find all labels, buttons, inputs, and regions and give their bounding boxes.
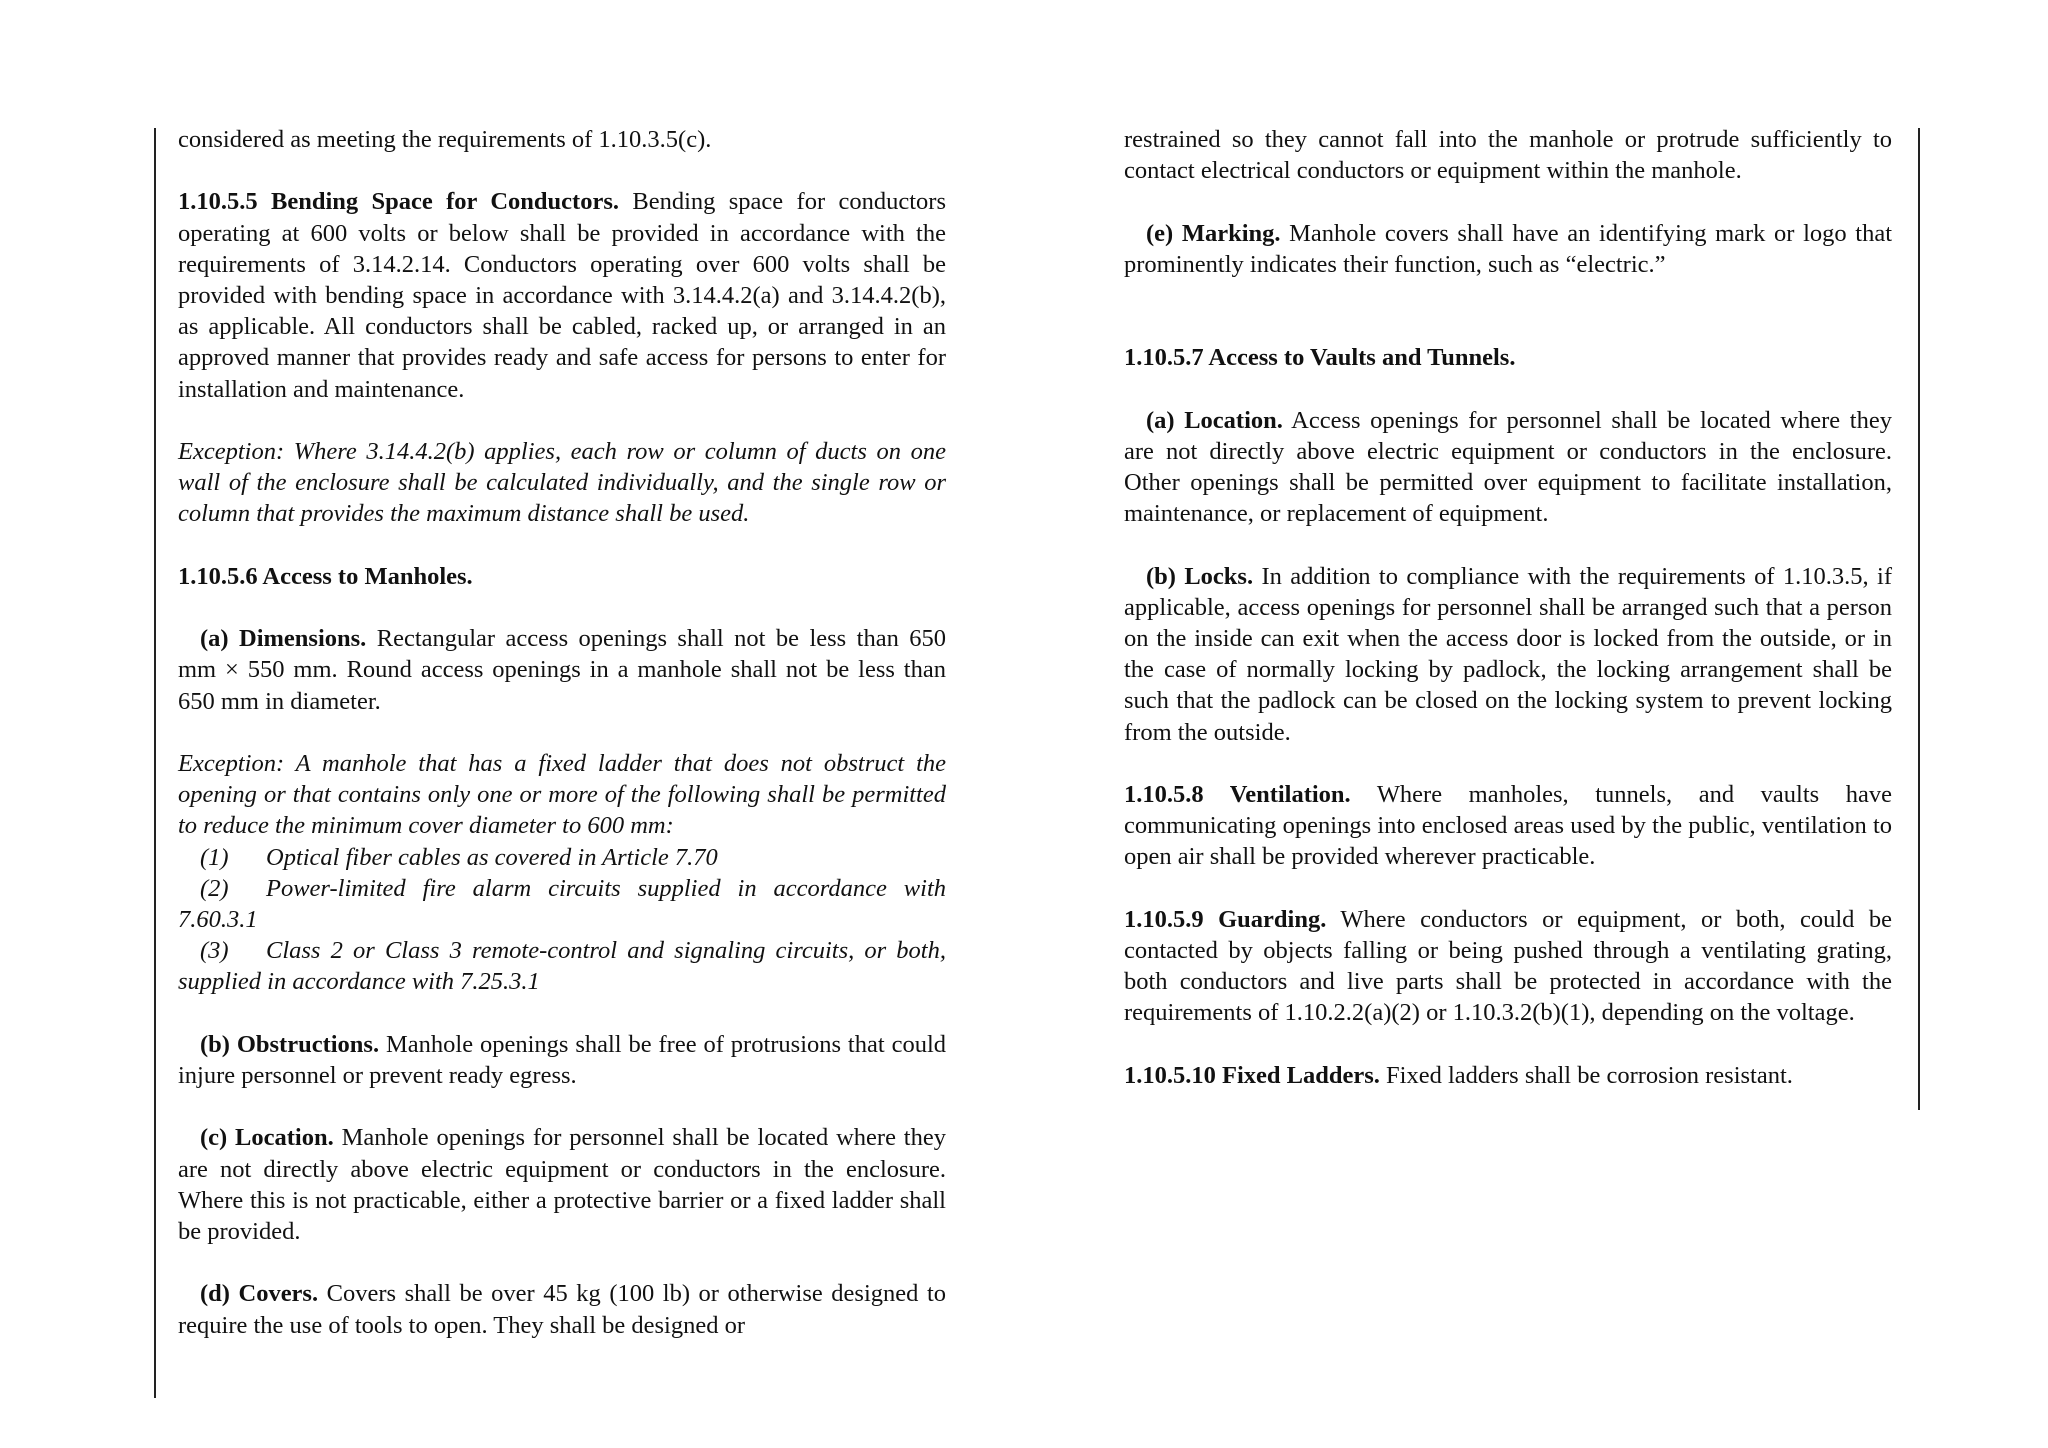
list-number: (1) (200, 843, 229, 871)
section-heading: 1.10.5.6 Access to Manholes. (178, 562, 473, 590)
list-item (178, 873, 946, 935)
list-text: Optical fiber cables as covered in Article 7.70 (266, 843, 718, 871)
subsection-body: Manhole openings for personnel shall be located where they are not directly above electric equipment or conductors in the enclosure. Where this is not practicable, either a protective barrier or a fixed ladder shall be provided. (178, 1124, 946, 1245)
subsection-body: Manhole openings shall be free of protrusions that could injure personnel or prevent ready egress. (178, 1030, 946, 1089)
section-body: Where conductors or equipment, or both, could be contacted by objects falling or being pushed through a ventilating grating, both conductors and live parts shall be protected in accordance with the requirements of 1.10.2.2(a)(2) or 1.10.3.2(b)(1), depending on the voltage. (1124, 905, 1892, 1027)
subsection-b-locks (1124, 561, 1892, 748)
subsection-body: Manhole covers shall have an identifying mark or logo that prominently indicates their function, such as “electric.” (1124, 219, 1893, 278)
subsection-d-covers (178, 1278, 946, 1340)
right-change-bar (1918, 128, 1920, 1110)
right-column (1124, 124, 1892, 1091)
list-number: (3) (200, 937, 229, 965)
subsection-label: (c) Location. (200, 1124, 334, 1152)
subsection-label: (e) Marking. (1146, 219, 1281, 247)
list-text: Power-limited fire alarm circuits supplied in accordance with 7.60.3.1 (178, 874, 946, 933)
exception-paragraph: Exception: A manhole that has a fixed ladder that does not obstruct the opening or that contains only one or more of the following shall be permitted to reduce the minimum cover diameter to 600 mm: (178, 749, 946, 840)
section-1-10-5-7-heading (1124, 342, 1892, 373)
section-heading: 1.10.5.9 Guarding. (1124, 905, 1327, 933)
continuation-paragraph: considered as meeting the requirements of 1.10.3.5(c). (178, 126, 712, 153)
exception-paragraph: Exception: Where 3.14.4.2(b) applies, each row or column of ducts on one wall of the enclosure shall be calculated individually, and the single row or column that provides the maximum distance shall be used. (178, 438, 946, 528)
list-text: Class 2 or Class 3 remote-control and signaling circuits, or both, supplied in accordance with 7.25.3.1 (178, 937, 946, 996)
section-body: Bending space for conductors operating at 600 volts or below shall be provided in accordance with the requirements of 3.14.2.14. Conductors operating over 600 volts shall be provided with bending space in accordance with 3.14.4.2(a) and 3.14.4.2(b), as applicable. All conductors shall be cabled, racked up, or arranged in an approved manner that provides ready and safe access for persons to enter for installation and maintenance. (178, 188, 946, 403)
subsection-label: (a) Dimensions. (200, 625, 367, 653)
section-body: Where manholes, tunnels, and vaults have communicating openings into enclosed areas used by the public, ventilation to open air shall be provided wherever practicable. (1124, 780, 1892, 871)
subsection-a-dimensions (178, 623, 946, 717)
subsection-body: Rectangular access openings shall not be less than 650 mm × 550 mm. Round access openings in a manhole shall not be less than 650 mm in diameter. (178, 625, 946, 715)
subsection-body: Access openings for personnel shall be located where they are not directly above electric equipment or conductors in the enclosure. Other openings shall be permitted over equipment to facilitate installation, maintenance, or replacement of equipment. (1124, 406, 1892, 528)
section-1-10-5-5 (178, 186, 946, 404)
section-body: Fixed ladders shall be corrosion resistant. (1386, 1061, 1793, 1089)
section-heading: 1.10.5.5 Bending Space for Conductors. (178, 188, 619, 216)
subsection-body: In addition to compliance with the requirements of 1.10.3.5, if applicable, access openings for personnel shall be arranged such that a person on the inside can exit when the access door is locked from the outside, or in the case of normally locking by padlock, the locking arrangement shall be such that the padlock can be closed on the locking system to prevent locking from the outside. (1124, 562, 1893, 746)
section-heading: 1.10.5.8 Ventilation. (1124, 780, 1351, 808)
subsection-label: (a) Location. (1146, 406, 1283, 434)
section-heading: 1.10.5.7 Access to Vaults and Tunnels. (1124, 344, 1516, 372)
subsection-body: Covers shall be over 45 kg (100 lb) or otherwise designed to require the use of tools to open. They shall be designed or (178, 1280, 947, 1339)
subsection-c-location (178, 1122, 946, 1247)
section-1-10-5-6-heading (178, 561, 946, 592)
list-item (178, 842, 946, 873)
section-heading: 1.10.5.10 Fixed Ladders. (1124, 1061, 1380, 1089)
continuation-paragraph: restrained so they cannot fall into the manhole or protrude sufficiently to contact electrical conductors or equipment within the manhole. (1124, 126, 1892, 185)
left-column (178, 124, 946, 1341)
list-number: (2) (200, 874, 229, 902)
section-1-10-5-8 (1124, 779, 1892, 873)
subsection-label: (b) Locks. (1146, 562, 1254, 590)
subsection-b-obstructions (178, 1029, 946, 1091)
exception-list (178, 842, 946, 998)
list-item (178, 935, 946, 997)
left-change-bar (154, 128, 156, 1398)
subsection-a-location (1124, 405, 1892, 530)
spacer (1124, 311, 1892, 342)
section-1-10-5-10 (1124, 1060, 1892, 1091)
subsection-e-marking (1124, 218, 1892, 280)
subsection-label: (b) Obstructions. (200, 1030, 380, 1058)
section-1-10-5-9 (1124, 904, 1892, 1029)
subsection-label: (d) Covers. (200, 1280, 319, 1308)
